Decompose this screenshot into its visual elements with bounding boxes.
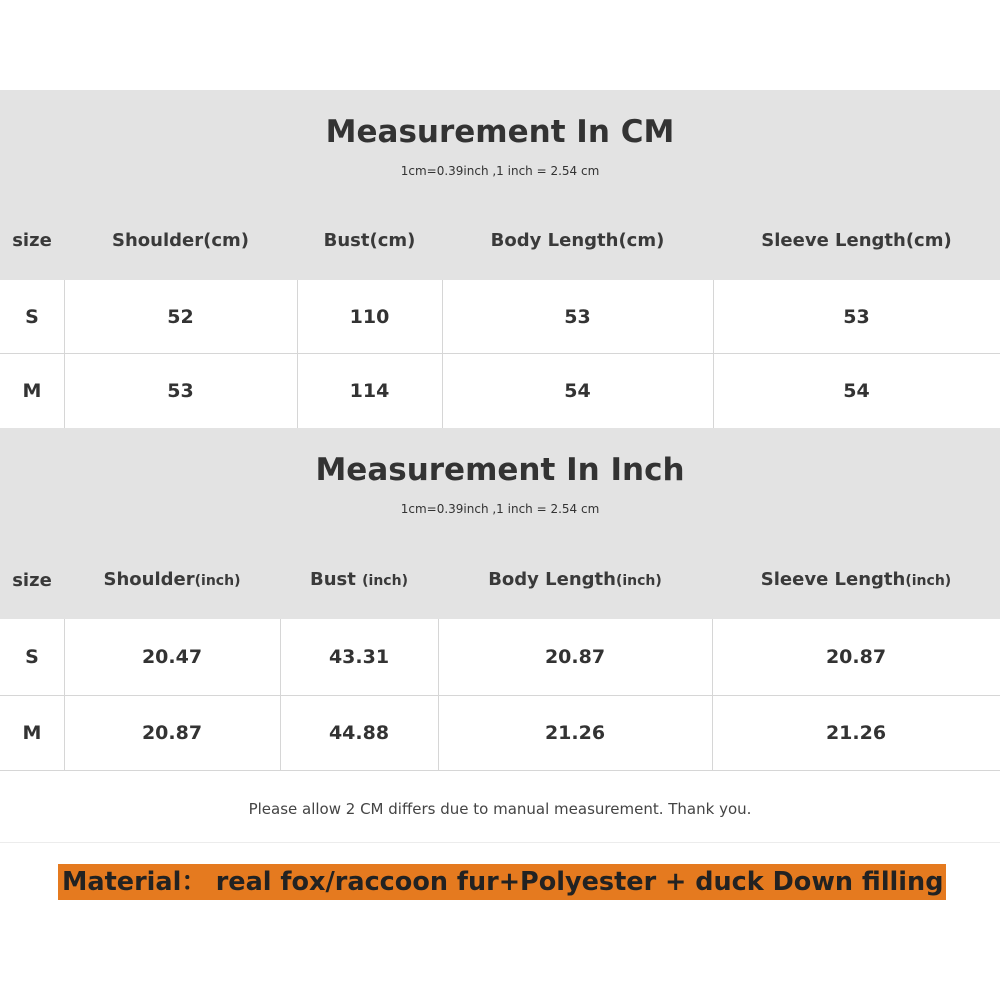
- cm-cell-size: M: [22, 379, 42, 402]
- cm-cell-shoulder: 53: [167, 379, 194, 402]
- inch-cell-size: M: [22, 721, 42, 744]
- measurement-note: Please allow 2 CM differs due to manual measurement. Thank you.: [248, 800, 752, 818]
- divider: [0, 770, 1000, 771]
- cm-cell-bust: 114: [349, 379, 390, 402]
- cm-cell-body-length: 53: [564, 305, 591, 328]
- inch-cell-sleeve-length: 20.87: [825, 646, 887, 668]
- divider: [297, 280, 298, 353]
- divider: [713, 353, 714, 428]
- cm-header-shoulder: Shoulder(cm): [112, 230, 249, 251]
- divider: [442, 353, 443, 428]
- divider: [712, 619, 713, 695]
- inch-header-size: [0, 570, 64, 591]
- inch-header-size-label: size: [12, 570, 52, 591]
- divider: [438, 619, 439, 695]
- inch-header-sleeve-length-unit: (inch): [905, 573, 952, 589]
- cm-title: Measurement In CM: [325, 114, 675, 150]
- cm-cell-body-length: 54: [564, 379, 591, 402]
- inch-header-body-length-unit: (inch): [615, 573, 662, 589]
- divider: [64, 280, 65, 353]
- inch-title: Measurement In Inch: [315, 452, 685, 488]
- inch-cell-size: S: [25, 646, 39, 668]
- cm-cell-shoulder: 52: [167, 305, 194, 328]
- inch-cell-shoulder: 20.87: [141, 721, 203, 744]
- inch-header-shoulder-unit: (inch): [194, 573, 241, 589]
- inch-header-bust-label: Bust: [310, 569, 363, 590]
- divider: [713, 280, 714, 353]
- material-banner: Material： real fox/raccoon fur+Polyester + duck Down filling: [58, 864, 946, 900]
- inch-cell-bust: 44.88: [328, 721, 390, 744]
- cm-cell-sleeve-length: 53: [843, 305, 870, 328]
- inch-cell-bust: 43.31: [328, 646, 390, 668]
- inch-header-bust-unit: (inch): [362, 573, 408, 589]
- cm-header-size: size: [12, 230, 52, 251]
- divider: [712, 695, 713, 770]
- cm-cell-sleeve-length: 54: [843, 379, 870, 402]
- divider: [64, 353, 65, 428]
- divider: [280, 619, 281, 695]
- divider: [64, 619, 65, 695]
- cm-cell-bust: 110: [349, 305, 390, 328]
- inch-header-shoulder-label: Shoulder: [103, 569, 195, 590]
- cm-header-bust: Bust(cm): [323, 230, 416, 251]
- divider: [64, 695, 65, 770]
- inch-conversion-note: 1cm=0.39inch ,1 inch = 2.54 cm: [400, 502, 600, 516]
- divider: [297, 353, 298, 428]
- inch-header-shoulder: [64, 569, 280, 590]
- inch-cell-body-length: 20.87: [544, 646, 606, 668]
- cm-header-body-length: Body Length(cm): [490, 230, 665, 251]
- divider: [280, 695, 281, 770]
- inch-header-body-length-label: Body Length: [488, 569, 616, 590]
- inch-header-body-length: [438, 569, 712, 590]
- cm-cell-size: S: [25, 305, 39, 328]
- inch-header-sleeve-length: [712, 569, 1000, 590]
- inch-cell-body-length: 21.26: [544, 721, 606, 744]
- inch-header-sleeve-length-label: Sleeve Length: [760, 569, 906, 590]
- cm-header-sleeve-length: Sleeve Length(cm): [761, 230, 952, 251]
- divider: [438, 695, 439, 770]
- inch-table-row-m: [0, 695, 1000, 770]
- divider: [0, 842, 1000, 843]
- inch-cell-sleeve-length: 21.26: [825, 721, 887, 744]
- cm-table-row-m: [0, 353, 1000, 428]
- inch-cell-shoulder: 20.47: [141, 646, 203, 668]
- cm-table-row-s: [0, 280, 1000, 353]
- cm-conversion-note: 1cm=0.39inch ,1 inch = 2.54 cm: [400, 164, 600, 178]
- divider: [442, 280, 443, 353]
- inch-header-bust: [280, 569, 438, 590]
- inch-table-row-s: [0, 619, 1000, 695]
